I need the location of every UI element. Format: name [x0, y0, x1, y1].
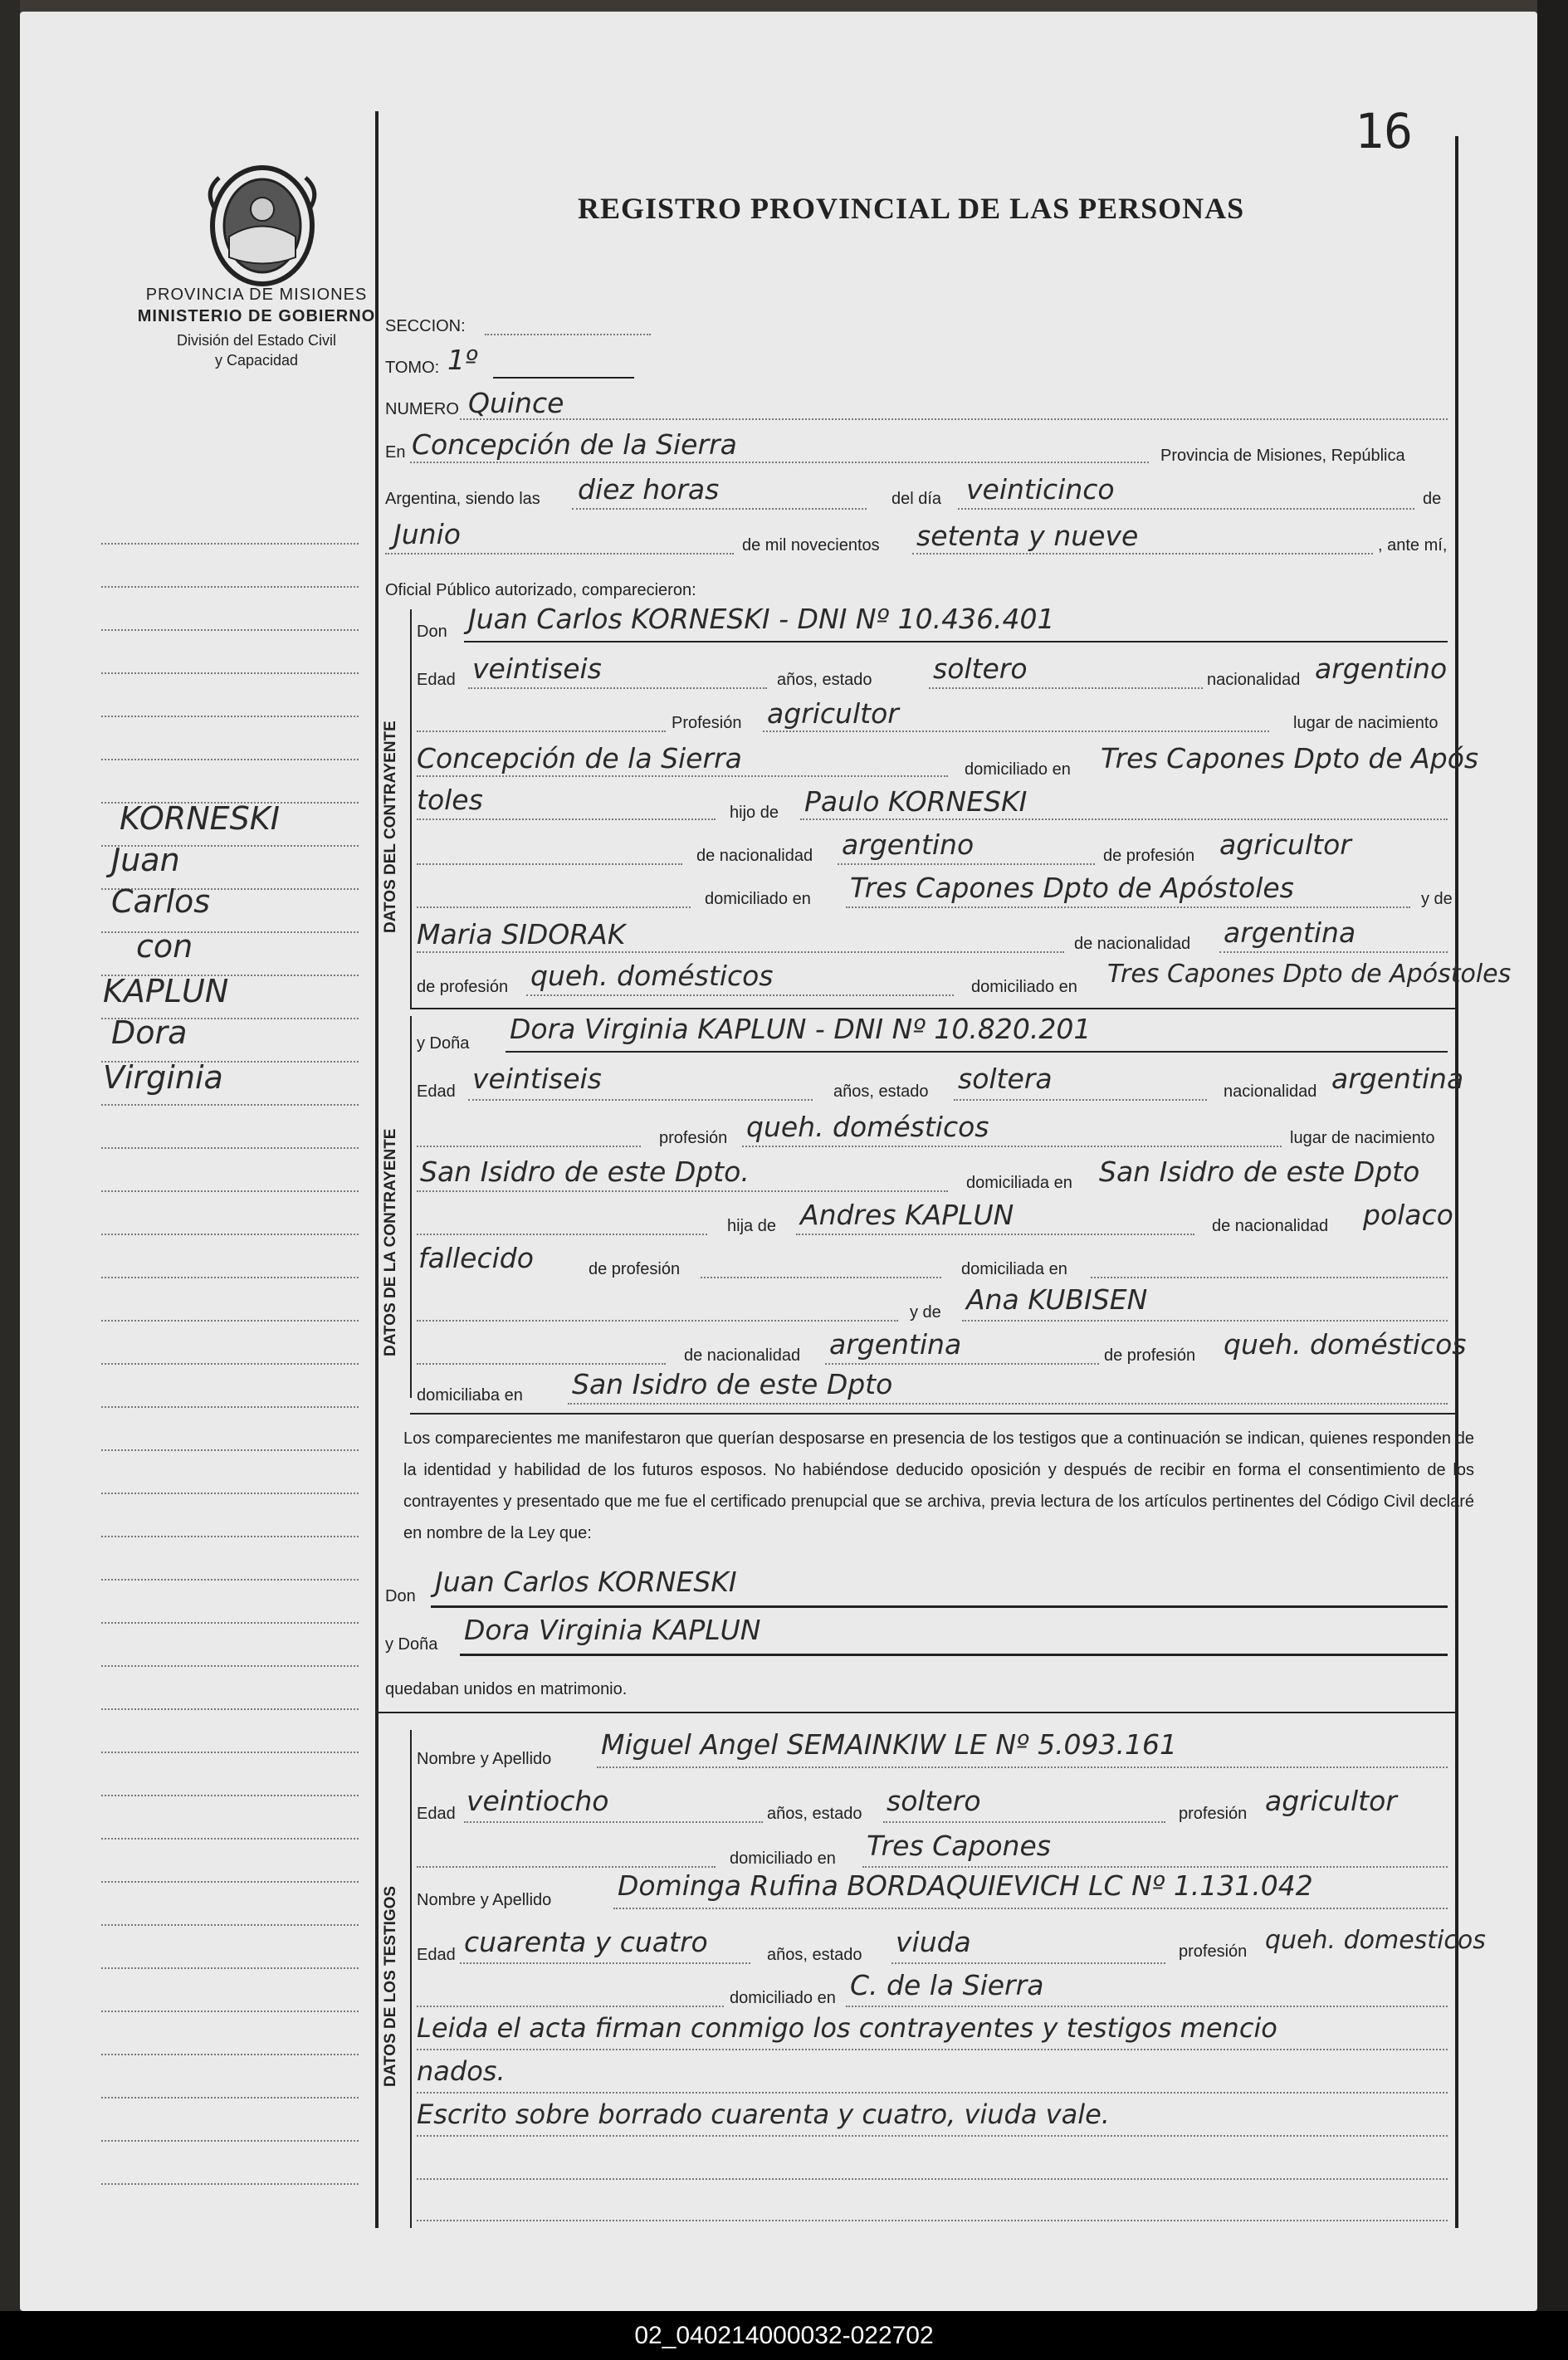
- hand-nac-madre-ella: argentina: [829, 1328, 962, 1361]
- margin-dotted-line: [101, 1406, 359, 1408]
- margin-dotted-line: [101, 716, 359, 717]
- margin-dotted-line: [101, 1579, 359, 1581]
- margin-dotted-line: [101, 1838, 359, 1840]
- bracket-contrayente: [410, 609, 412, 1008]
- label-nacionalidad: nacionalidad: [1224, 1082, 1317, 1101]
- margin-note-line: Carlos: [111, 883, 211, 920]
- hand-don-2: Juan Carlos KORNESKI: [435, 1566, 737, 1598]
- hand-nac-el: argentino: [1315, 652, 1448, 685]
- lugar-nac-line: [417, 775, 948, 777]
- padre-line: [800, 818, 1448, 820]
- label-anos-estado: años, estado: [777, 671, 872, 689]
- cierre-line: [417, 2178, 1448, 2180]
- hand-madre-el: Maria SIDORAK: [417, 918, 626, 950]
- label-quedaban: quedaban unidos en matrimonio.: [385, 1680, 628, 1698]
- label-en: En: [385, 443, 406, 462]
- margin-dotted-line: [101, 1665, 359, 1667]
- margin-dotted-line: [101, 1147, 359, 1149]
- label-profesion: Profesión: [672, 714, 742, 732]
- seccion-line: [485, 334, 651, 335]
- testigo1-line: [597, 1766, 1448, 1768]
- provincial-seal-icon: [196, 158, 329, 291]
- lugar-line: [410, 462, 1149, 463]
- label-edad: Edad: [417, 1946, 456, 1964]
- blank-line: [417, 1866, 716, 1868]
- label-domiciliado: domiciliado en: [965, 760, 1071, 779]
- hand-nac-padre: argentino: [842, 828, 975, 861]
- margin-dotted-line: [101, 2183, 359, 2185]
- section-separator: [377, 1712, 1455, 1713]
- nac-madre-line: [825, 1363, 1099, 1365]
- label-profesion: profesión: [659, 1129, 728, 1147]
- hand-dona: Dora Virginia KAPLUN - DNI Nº 10.820.201: [510, 1013, 1092, 1045]
- hand-cierre-1: Leida el acta firman conmigo los contrayentes y testigos mencio: [417, 2012, 1277, 2044]
- label-nacionalidad: nacionalidad: [1207, 671, 1301, 689]
- nac-padre-line: [838, 863, 1095, 865]
- hand-estado-ella: soltera: [958, 1063, 1053, 1095]
- margin-note-line: con: [136, 928, 193, 965]
- hand-dom-el: Tres Capones Dpto de Após: [1101, 742, 1479, 774]
- margin-dotted-line: [101, 2097, 359, 2099]
- label-don: Don: [385, 1587, 416, 1605]
- hand-padre-ella: Andres KAPLUN: [800, 1199, 1014, 1231]
- margin-rule: [375, 111, 379, 2228]
- hand-testigo2-edad: cuarenta y cuatro: [464, 1926, 708, 1958]
- label-nombre-apellido: Nombre y Apellido: [417, 1891, 552, 1909]
- hand-estado-el: soltero: [933, 652, 1028, 685]
- margin-note-line: Dora: [111, 1014, 188, 1051]
- madre-line: [962, 1320, 1448, 1322]
- label-argentina: Argentina, siendo las: [385, 490, 540, 508]
- label-lugar-nac: lugar de nacimiento: [1293, 714, 1439, 732]
- hand-lugar-nac-el: Concepción de la Sierra: [417, 742, 742, 774]
- nac-madre-line: [1219, 951, 1448, 953]
- hand-lugar: Concepción de la Sierra: [412, 428, 737, 461]
- margin-dotted-line: [101, 2054, 359, 2055]
- blank-line: [417, 1363, 666, 1365]
- prof-line: [763, 730, 1269, 732]
- cierre-line: [417, 2220, 1448, 2221]
- label-seccion: SECCION:: [385, 317, 466, 335]
- hand-dom-madre-ella: San Isidro de este Dpto: [572, 1368, 893, 1400]
- dona2-line: [460, 1654, 1448, 1656]
- label-de-nacionalidad: de nacionalidad: [696, 847, 813, 865]
- label-domiciliado: domiciliado en: [705, 890, 811, 908]
- label-numero: NUMERO: [385, 400, 459, 418]
- label-del-dia: del día: [891, 490, 942, 508]
- don-line: [464, 641, 1448, 643]
- hand-testigo2-dom: C. de la Sierra: [850, 1969, 1044, 2001]
- hand-prof-ella: queh. domésticos: [746, 1111, 989, 1143]
- hand-tomo: 1º: [447, 344, 478, 376]
- blank-line: [417, 1146, 641, 1147]
- org-capacity: y Capacidad: [214, 352, 299, 369]
- hand-anio: setenta y nueve: [916, 520, 1139, 552]
- hand-testigo2-prof: queh. domesticos: [1265, 1926, 1486, 1955]
- edad-line: [468, 1099, 813, 1101]
- image-id-caption: 02_040214000032-022702: [0, 2311, 1568, 2360]
- hand-dia: veinticinco: [966, 473, 1115, 506]
- label-profesion: profesión: [1179, 1805, 1248, 1823]
- label-oficial: Oficial Público autorizado, comparecieron:: [385, 581, 696, 599]
- dia-line: [958, 508, 1414, 510]
- hand-madre-ella: Ana KUBISEN: [966, 1283, 1148, 1316]
- hand-edad-ella: veintiseis: [472, 1063, 602, 1095]
- label-de-profesion: de profesión: [1103, 847, 1195, 865]
- margin-note-line: KAPLUN: [103, 973, 229, 1009]
- hand-nac-padre-ella: polaco: [1363, 1199, 1453, 1231]
- hand-mes: Junio: [393, 518, 461, 550]
- hand-nac-madre: argentina: [1224, 916, 1356, 949]
- hand-dom-padre: Tres Capones Dpto de Apóstoles: [850, 872, 1294, 904]
- label-y-de: y de: [910, 1303, 941, 1322]
- hand-cierre-3: Escrito sobre borrado cuarenta y cuatro, viuda vale.: [417, 2099, 1110, 2130]
- org-province: PROVINCIA DE MISIONES: [145, 286, 368, 304]
- label-edad: Edad: [417, 1805, 456, 1823]
- hand-nac-ella: argentina: [1331, 1063, 1464, 1095]
- estado-line: [954, 1099, 1207, 1101]
- label-domiciliada: domiciliada en: [966, 1174, 1072, 1192]
- margin-dotted-line: [101, 1536, 359, 1537]
- margin-dotted-line: [101, 1493, 359, 1494]
- margin-dotted-line: [101, 2140, 359, 2142]
- org-ministry: MINISTERIO DE GOBIERNO: [137, 307, 376, 325]
- label-y-de: y de: [1421, 890, 1453, 908]
- page-number: 16: [1355, 103, 1413, 159]
- register-page: [20, 12, 1537, 2311]
- label-anos-estado: años, estado: [767, 1805, 862, 1823]
- hand-fallecido: fallecido: [418, 1242, 534, 1274]
- label-de-profesion: de profesión: [417, 978, 509, 996]
- mes-line: [385, 553, 734, 555]
- hand-testigo1-nombre: Miguel Angel SEMAINKIW LE Nº 5.093.161: [601, 1728, 1178, 1761]
- margin-dotted-line: [101, 1190, 359, 1192]
- margin-dotted-line: [101, 1363, 359, 1365]
- hand-testigo1-estado: soltero: [887, 1785, 981, 1817]
- margin-dotted-line: [101, 1320, 359, 1322]
- estado-line: [883, 1821, 1165, 1823]
- label-lugar-nac: lugar de nacimiento: [1290, 1129, 1435, 1147]
- blank-line: [417, 730, 666, 732]
- hand-padre-el: Paulo KORNESKI: [804, 785, 1028, 818]
- testigo2-line: [613, 1908, 1448, 1909]
- hand-lugar-nac-ella: San Isidro de este Dpto.: [420, 1156, 750, 1188]
- edad-line: [460, 1962, 750, 1964]
- horas-line: [572, 508, 867, 510]
- hand-prof-madre-ella: queh. domésticos: [1224, 1328, 1467, 1361]
- label-de-mil: de mil novecientos: [742, 536, 880, 555]
- label-de-nacionalidad: de nacionalidad: [1212, 1217, 1329, 1235]
- dom-madre-line: [568, 1403, 1448, 1405]
- prof-line: [742, 1146, 1282, 1147]
- hand-prof-madre: queh. domésticos: [530, 960, 774, 992]
- label-domiciliaba: domiciliaba en: [417, 1386, 523, 1405]
- label-de-nacionalidad: de nacionalidad: [1074, 935, 1191, 953]
- numero-line: [460, 418, 1448, 420]
- margin-dotted-line: [101, 1924, 359, 1926]
- label-de-nacionalidad: de nacionalidad: [684, 1346, 801, 1365]
- hand-dom-madre: Tres Capones Dpto de Apóstoles: [1107, 960, 1512, 989]
- hand-horas: diez horas: [578, 473, 720, 506]
- hand-prof-el: agricultor: [767, 697, 899, 730]
- label-profesion: profesión: [1179, 1942, 1248, 1961]
- margin-dotted-line: [101, 1708, 359, 1710]
- blank-line: [1091, 1277, 1448, 1278]
- margin-dotted-line: [101, 1622, 359, 1624]
- book-edge: [1537, 0, 1568, 2360]
- margin-dotted-line: [101, 629, 359, 631]
- hand-testigo1-edad: veintiocho: [466, 1785, 609, 1817]
- label-provincia: Provincia de Misiones, República: [1160, 447, 1405, 465]
- label-tomo: TOMO:: [385, 359, 440, 377]
- label-anos-estado: años, estado: [767, 1946, 862, 1964]
- cierre-line: [417, 2049, 1448, 2050]
- don2-line: [431, 1605, 1448, 1608]
- hand-prof-padre: agricultor: [1219, 828, 1351, 861]
- padre-line: [796, 1234, 1194, 1235]
- margin-dotted-line: [101, 1881, 359, 1883]
- declaration-paragraph: Los comparecientes me manifestaron que querían desposarse en presencia de los testigos que a continuación se indican, quienes responden de la identidad y habilidad de los futuros esposos. No habiéndose deducido oposición y después de recibir en forma el consentimiento de los contrayentes y presentado que me fue el certificado prenupcial que se archiva, previa lectura de los artículos pertinentes del Código Civil declaré en nombre de la Ley que:: [403, 1429, 1474, 1542]
- lugar-nac-line: [417, 1190, 948, 1192]
- anio-line: [912, 553, 1373, 555]
- hand-dom-ella: San Isidro de este Dpto: [1099, 1156, 1420, 1188]
- margin-dotted-line: [101, 1752, 359, 1753]
- hand-don: Juan Carlos KORNESKI - DNI Nº 10.436.401: [468, 603, 1055, 635]
- section-datos-contrayente-f: DATOS DE LA CONTRAYENTE: [382, 1128, 399, 1356]
- label-hija-de: hija de: [727, 1217, 776, 1235]
- margin-dotted-line: [101, 759, 359, 760]
- tomo-line: [493, 377, 634, 379]
- label-de-profesion: de profesión: [589, 1260, 681, 1278]
- margin-dotted-line: [101, 586, 359, 588]
- blank-line: [417, 1320, 898, 1322]
- label-y-dona: y Doña: [385, 1635, 438, 1654]
- edad-line: [468, 687, 767, 689]
- estado-line: [929, 687, 1203, 689]
- cierre-line: [417, 2135, 1448, 2137]
- cierre-line: [417, 2092, 1448, 2094]
- margin-dotted-line: [101, 1449, 359, 1451]
- dom2-line: [417, 818, 716, 820]
- label-edad: Edad: [417, 671, 456, 689]
- label-domiciliado: domiciliado en: [971, 978, 1077, 996]
- org-division: División del Estado Civil: [176, 332, 337, 349]
- bracket-testigos: [410, 1730, 412, 2228]
- edad-line: [464, 1821, 763, 1823]
- margin-dotted-line: [101, 1795, 359, 1796]
- label-edad: Edad: [417, 1082, 456, 1101]
- label-de-profesion: de profesión: [1104, 1346, 1196, 1365]
- book-spine: [0, 0, 20, 2360]
- label-domiciliado: domiciliado en: [730, 1849, 836, 1868]
- label-domiciliada: domiciliada en: [961, 1260, 1067, 1278]
- estado-line: [891, 1962, 1165, 1964]
- blank-line: [701, 1277, 941, 1278]
- hand-testigo1-prof: agricultor: [1265, 1785, 1397, 1817]
- dona-line: [506, 1051, 1448, 1053]
- margin-dotted-line: [101, 543, 359, 545]
- hand-testigo2-estado: viuda: [896, 1926, 971, 1958]
- label-don: Don: [417, 623, 447, 641]
- blank-line: [417, 1234, 707, 1235]
- margin-note-line: Virginia: [103, 1059, 223, 1096]
- label-y-dona: y Doña: [417, 1034, 470, 1053]
- hand-edad-el: veintiseis: [472, 652, 602, 685]
- hand-testigo2-nombre: Dominga Rufina BORDAQUIEVICH LC Nº 1.131.042: [618, 1869, 1313, 1902]
- dom-padre-line: [846, 906, 1410, 908]
- label-de: de: [1423, 490, 1442, 508]
- margin-dotted-line: [101, 1234, 359, 1235]
- dom-line: [846, 2006, 1448, 2007]
- margin-dotted-line: [101, 672, 359, 674]
- hand-testigo1-dom: Tres Capones: [867, 1830, 1051, 1862]
- margin-dotted-line: [101, 1277, 359, 1278]
- section-datos-testigos: DATOS DE LOS TESTIGOS: [382, 1885, 399, 2087]
- prof-madre-line: [526, 994, 954, 996]
- label-anos-estado: años, estado: [833, 1082, 929, 1101]
- margin-note-line: KORNESKI: [120, 800, 280, 837]
- margin-dotted-line: [101, 1104, 359, 1106]
- margin-note-line: Juan: [111, 842, 180, 878]
- label-nombre-apellido: Nombre y Apellido: [417, 1750, 552, 1768]
- right-rule: [1455, 136, 1458, 2228]
- hand-cierre-2: nados.: [417, 2055, 506, 2087]
- margin-dotted-line: [101, 1967, 359, 1969]
- dom-line: [862, 1866, 1448, 1868]
- blank-line: [417, 2006, 724, 2007]
- document-title: REGISTRO PROVINCIAL DE LAS PERSONAS: [578, 192, 1245, 225]
- hand-numero: Quince: [468, 387, 564, 419]
- hand-dona-2: Dora Virginia KAPLUN: [464, 1614, 761, 1646]
- hand-dom-el-2: toles: [417, 784, 483, 816]
- madre-line: [417, 951, 1064, 953]
- section-separator: [410, 1008, 1455, 1009]
- label-domiciliado: domiciliado en: [730, 1989, 836, 2007]
- label-ante-mi: , ante mí,: [1378, 536, 1448, 555]
- margin-dotted-line: [101, 2011, 359, 2012]
- blank-line: [417, 906, 691, 908]
- bracket-contrayente-f: [410, 1016, 412, 1398]
- section-datos-contrayente: DATOS DEL CONTRAYENTE: [382, 721, 399, 933]
- section-separator: [410, 1413, 1455, 1415]
- blank-line: [417, 863, 682, 865]
- label-hijo-de: hijo de: [730, 804, 779, 822]
